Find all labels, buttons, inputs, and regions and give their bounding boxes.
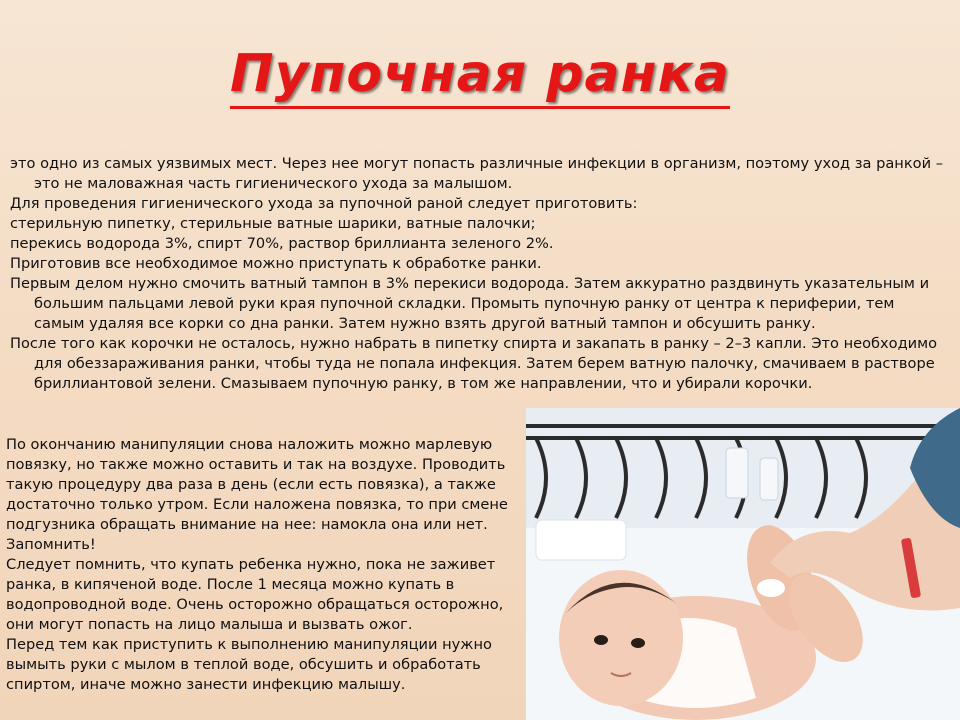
top-text-block — [10, 154, 945, 394]
page-title-text: Пупочная ранка — [230, 44, 730, 109]
paragraph-step-two: После того как корочки не осталось, нужно набрать в пипетку спирта и закапать в ранку – 2–3 капли. Это необходимо для обеззараживания ранки, чтобы туда не попала инфекция. Затем берем ватную палочку, смачиваем в растворе бриллиантовой зелени. Смазываем пупочную ранку, в том же направлении, что и убирали корочки. — [10, 335, 938, 392]
paragraph-prepare-intro: Для проведения гигиенического ухода за пупочной раной следует приготовить: — [10, 195, 638, 212]
left-text-block — [6, 435, 526, 695]
paragraph-hand-washing: Перед тем как приступить к выполнению манипуляции нужно вымыть руки с мылом в теплой воде, обсушить и обработать спиртом, иначе можно занести инфекцию малышу. — [6, 636, 492, 693]
paragraph-start: Приготовив все необходимое можно приступать к обработке ранки. — [10, 255, 542, 272]
baby-care-illustration — [526, 408, 960, 720]
page-title — [0, 44, 960, 104]
paragraph-definition: это одно из самых уязвимых мест. Через нее могут попасть различные инфекции в организм, поэтому уход за ранкой – это не маловажная часть гигиенического ухода за малышом. — [10, 155, 944, 192]
paragraph-supplies-solutions: перекись водорода 3%, спирт 70%, раствор бриллианта зеленого 2%. — [10, 235, 554, 252]
paragraph-step-one: Первым делом нужно смочить ватный тампон в 3% перекиси водорода. Затем аккуратно раздвинуть указательным и большим пальцами левой руки края пупочной складки. Промыть пупочную ранку от центра к периферии, тем самым удаляя все корки со дна ранки. Затем нужно взять другой ватный тампон и обсушить ранку. — [10, 275, 930, 332]
paragraph-bathing: Следует помнить, что купать ребенка нужно, пока не заживет ранка, в кипяченой воде. После 1 месяца можно купать в водопроводной воде. Очень осторожно обращаться осторожно, они могут попасть на лицо малыша и вызвать ожог. — [6, 556, 504, 633]
paragraph-after-care: По окончанию манипуляции снова наложить можно марлевую повязку, но также можно оставить и так на воздухе. Проводить такую процедуру два раза в день (если есть повязка), а также достаточно только утром. Если наложена повязка, то при смене подгузника обращать внимание на нее: намокла она или нет. Запомнить! — [6, 436, 508, 553]
baby-care-photo — [526, 408, 960, 720]
paragraph-supplies-tools: стерильную пипетку, стерильные ватные шарики, ватные палочки; — [10, 215, 536, 232]
